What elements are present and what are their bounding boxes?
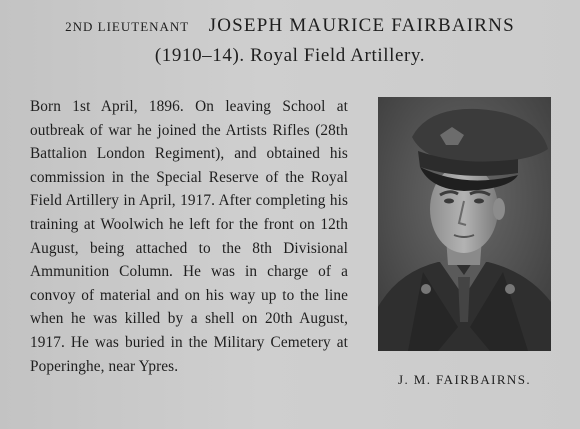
heading-line-1 <box>0 14 580 39</box>
portrait-photo <box>378 97 551 351</box>
page-heading <box>0 14 580 69</box>
portrait-illustration <box>378 97 551 351</box>
heading-subline: (1910–14). Royal Field Artillery. <box>154 45 426 66</box>
portrait-caption: J. M. FAIRBAIRNS. <box>398 372 531 387</box>
person-name: JOSEPH MAURICE FAIRBAIRNS <box>208 15 515 36</box>
rank-label: 2ND LIEUTENANT <box>65 19 190 34</box>
biography-text: Born 1st April, 1896. On leaving School at outbreak of war he joined the Artists Rifles (28th Battalion London Regiment), and obtained his commission in the Special Reserve of the Royal Field Artillery in April, 1917. After completing his training at Woolwich he left for the front on 12th August, being attached to the 8th Divisional Ammunition Column. He was in charge of a convoy of material and on his way up to the line when he was killed by a shell on 20th August, 1917. He was buried in the Military Cemetery at Poperinghe, near Ypres. <box>30 98 348 375</box>
